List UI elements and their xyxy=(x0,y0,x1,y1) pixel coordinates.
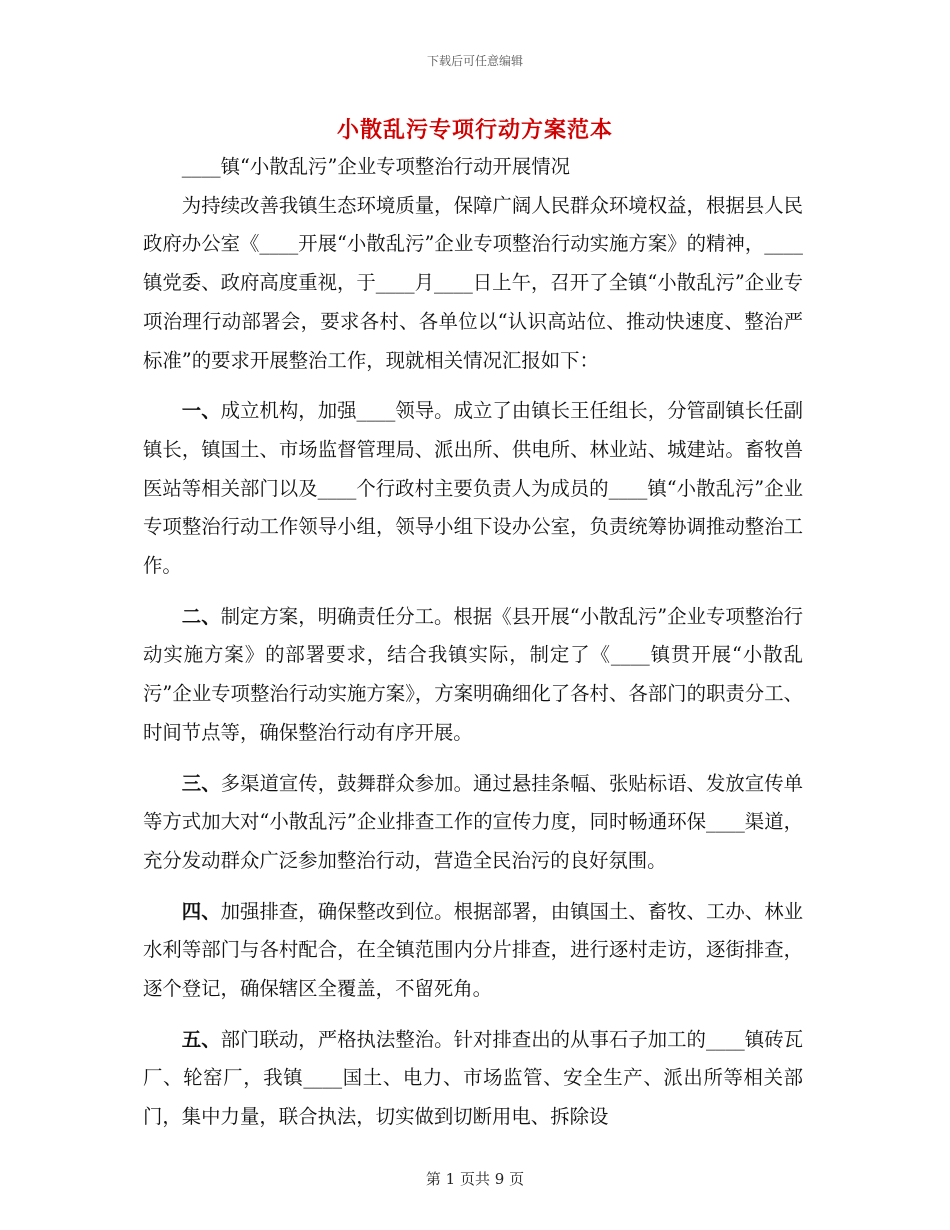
section-5 xyxy=(143,1021,803,1137)
subtitle: ____镇“小散乱污”企业专项整治行动开展情况 xyxy=(181,155,571,178)
section-1 xyxy=(143,392,803,586)
document-body xyxy=(143,148,803,1137)
section-3-number: 三、 xyxy=(181,771,221,795)
section-4-number: 四、 xyxy=(181,899,221,923)
page-header: 下载后可任意编辑 xyxy=(426,54,523,68)
section-2 xyxy=(143,598,803,753)
document-title: 小散乱污专项行动方案范本 xyxy=(336,117,613,143)
section-3 xyxy=(143,765,803,881)
intro-paragraph: 为持续改善我镇生态环境质量，保障广阔人民群众环境权益，根据县人民政府办公室《____开展“小散乱污”企业专项整治行动实施方案》的精神，____镇党委、政府高度重视，于____月____日上午，召开了全镇“小散乱污”企业专项治理行动部署会，要求各村、各单位以“认识高站位、推动快速度、整治严标准”的要求开展整治工作，现就相关情况汇报如下： xyxy=(143,193,803,372)
section-1-text: 成立机构，加强____领导。成立了由镇长王任组长，分管副镇长任副镇长，镇国土、市场监督管理局、派出所、供电所、林业站、城建站。畜牧兽医站等相关部门以及____个行政村主要负责人为成员的____镇“小散乱污”企业专项整治行动工作领导小组，领导小组下设办公室，负责统筹协调推动整治工作。 xyxy=(143,399,803,578)
page-footer: 第 1 页共 9 页 xyxy=(425,1170,525,1188)
section-3-text: 多渠道宣传，鼓舞群众参加。通过悬挂条幅、张贴标语、发放宣传单等方式加大对“小散乱污”企业排查工作的宣传力度，同时畅通环保____渠道，充分发动群众广泛参加整治行动，营造全民治污的良好氛围。 xyxy=(143,771,804,872)
section-5-number: 五、 xyxy=(181,1027,221,1051)
section-2-text: 制定方案，明确责任分工。根据《县开展“小散乱污”企业专项整治行动实施方案》的部署要求，结合我镇实际，制定了《____镇贯开展“小散乱污”企业专项整治行动实施方案》，方案明确细化了各村、各部门的职责分工、时间节点等，确保整治行动有序开展。 xyxy=(143,604,804,744)
section-2-number: 二、 xyxy=(181,604,221,628)
section-1-number: 一、 xyxy=(181,399,221,423)
section-4 xyxy=(143,893,803,1009)
section-5-text: 部门联动，严格执法整治。针对排查出的从事石子加工的____镇砖瓦厂、轮窑厂，我镇____国土、电力、市场监管、安全生产、派出所等相关部门，集中力量，联合执法，切实做到切断用电、拆除设 xyxy=(143,1027,803,1129)
section-4-text: 加强排查，确保整改到位。根据部署，由镇国土、畜牧、工办、林业水利等部门与各村配合，在全镇范围内分片排查，进行逐村走访，逐街排查，逐个登记，确保辖区全覆盖，不留死角。 xyxy=(143,899,804,1001)
